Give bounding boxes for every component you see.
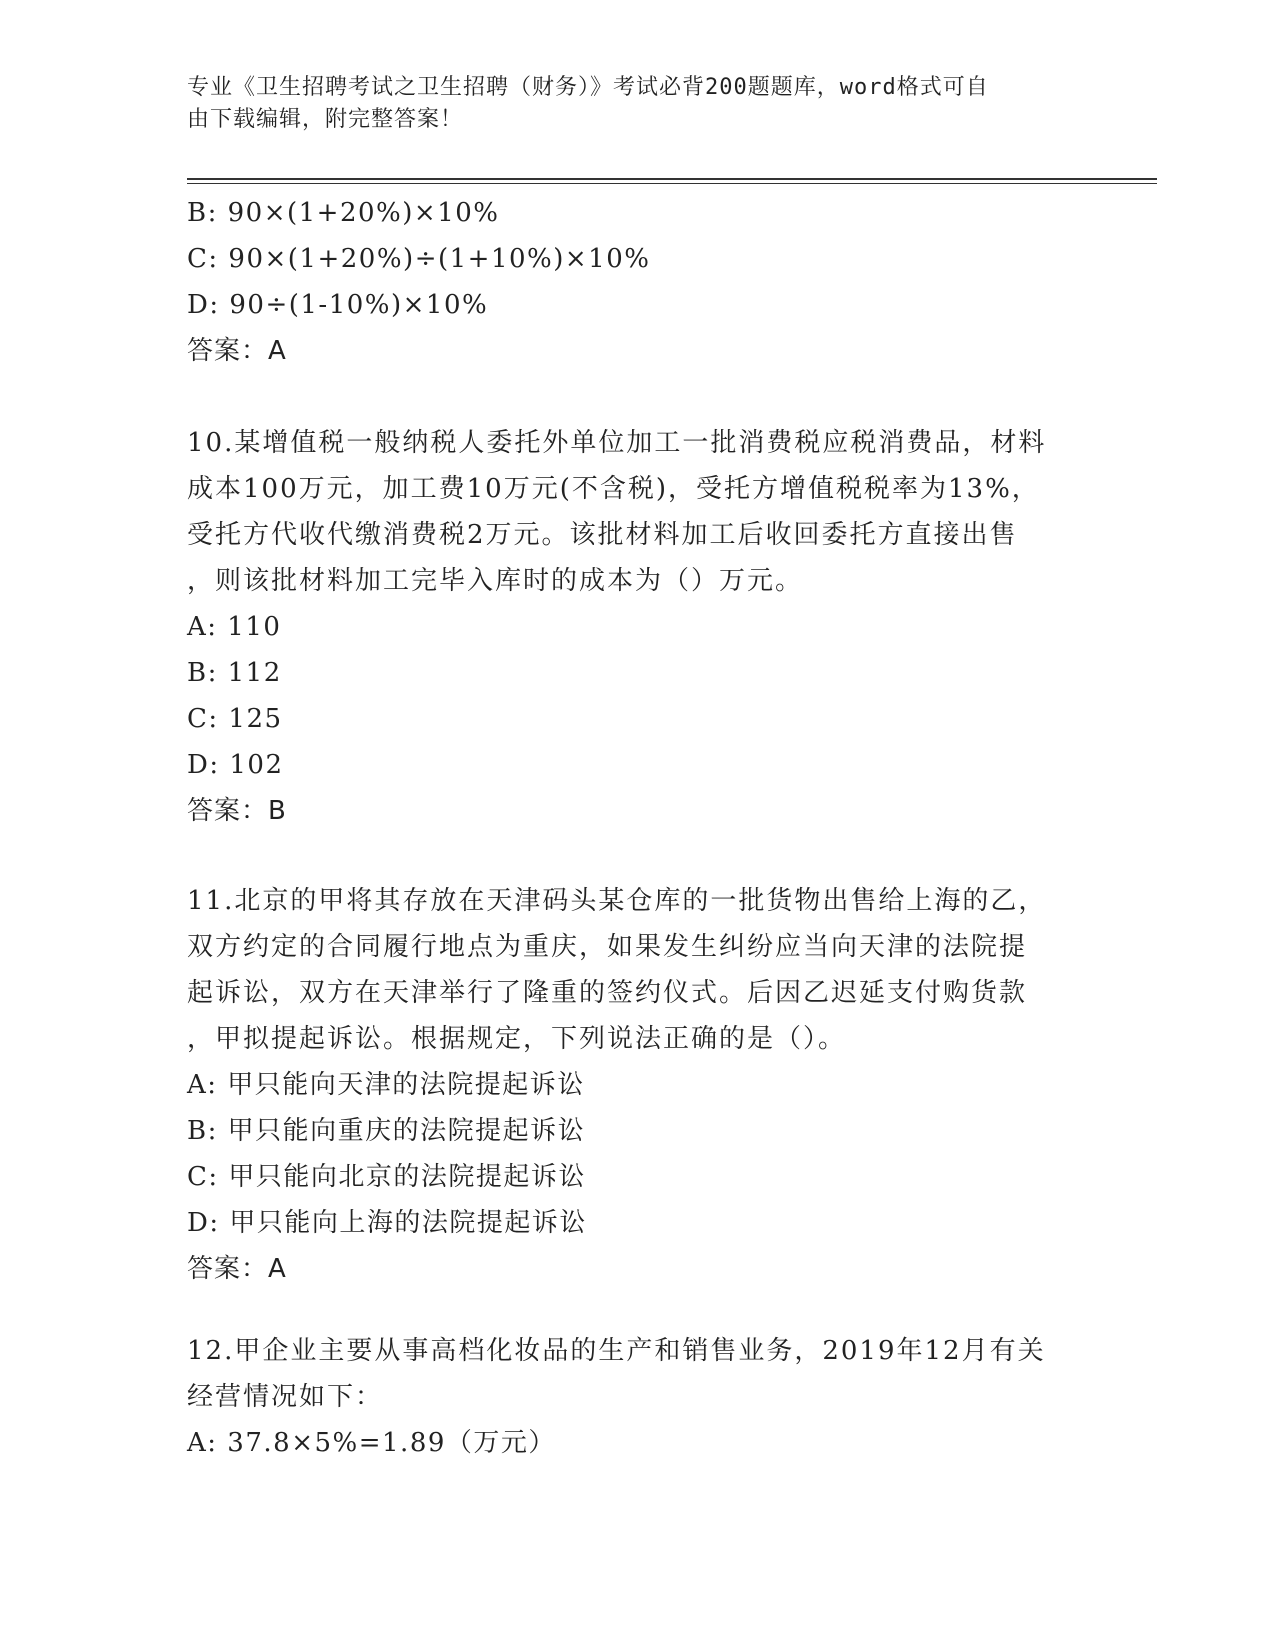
- document-header: [187, 72, 1087, 136]
- answer-label: 答案：A: [187, 1254, 287, 1284]
- header-line-1: 专业《卫生招聘考试之卫生招聘（财务）》考试必背200题题库，word格式可自: [187, 75, 989, 100]
- option-a: A: 甲只能向天津的法院提起诉讼: [187, 1070, 585, 1100]
- option-d: D: 90÷(1-10%)×10%: [187, 290, 489, 320]
- option-b: B: 90×(1+20%)×10%: [187, 198, 500, 228]
- question-stem-line: 11.北京的甲将其存放在天津码头某仓库的一批货物出售给上海的乙，: [187, 886, 1047, 916]
- option-c: C: 甲只能向北京的法院提起诉讼: [187, 1162, 586, 1192]
- option-b: B: 112: [187, 658, 282, 688]
- option-a: A: 37.8×5%=1.89（万元）: [187, 1428, 556, 1458]
- option-c: C: 125: [187, 704, 283, 734]
- question-stem-line: ，则该批材料加工完毕入库时的成本为（）万元。: [187, 566, 804, 596]
- question-11: [187, 878, 1087, 1292]
- option-d: D: 甲只能向上海的法院提起诉讼: [187, 1208, 587, 1238]
- answer-label: 答案：A: [187, 336, 287, 366]
- spacer: [187, 834, 1087, 878]
- header-line-2: 由下载编辑，附完整答案！: [187, 107, 464, 132]
- question-stem-line: 受托方代收代缴消费税2万元。该批材料加工后收回委托方直接出售: [187, 520, 1018, 550]
- question-stem-line: 成本100万元，加工费10万元(不含税)，受托方增值税税率为13%，: [187, 474, 1040, 504]
- option-a: A: 110: [187, 612, 282, 642]
- spacer: [187, 1292, 1087, 1328]
- option-b: B: 甲只能向重庆的法院提起诉讼: [187, 1116, 586, 1146]
- question-stem-line: 双方约定的合同履行地点为重庆，如果发生纠纷应当向天津的法院提: [187, 932, 1028, 962]
- header-rule-thin: [187, 183, 1157, 184]
- question-stem-line: 起诉讼，双方在天津举行了隆重的签约仪式。后因乙迟延支付购货款: [187, 978, 1028, 1008]
- question-stem-line: 10.某增值税一般纳税人委托外单位加工一批消费税应税消费品，材料: [187, 428, 1047, 458]
- answer-label: 答案：B: [187, 796, 287, 826]
- question-12: [187, 1328, 1087, 1466]
- spacer: [187, 374, 1087, 420]
- question-10: [187, 420, 1087, 834]
- question-content: [187, 190, 1087, 1466]
- option-d: D: 102: [187, 750, 284, 780]
- question-stem-line: 经营情况如下：: [187, 1382, 384, 1412]
- header-rule-thick: [187, 178, 1157, 180]
- option-c: C: 90×(1+20%)÷(1+10%)×10%: [187, 244, 651, 274]
- question-stem-line: 12.甲企业主要从事高档化妆品的生产和销售业务，2019年12月有关: [187, 1336, 1046, 1366]
- question-stem-line: ，甲拟提起诉讼。根据规定，下列说法正确的是（）。: [187, 1024, 847, 1054]
- question-9-tail: [187, 190, 1087, 374]
